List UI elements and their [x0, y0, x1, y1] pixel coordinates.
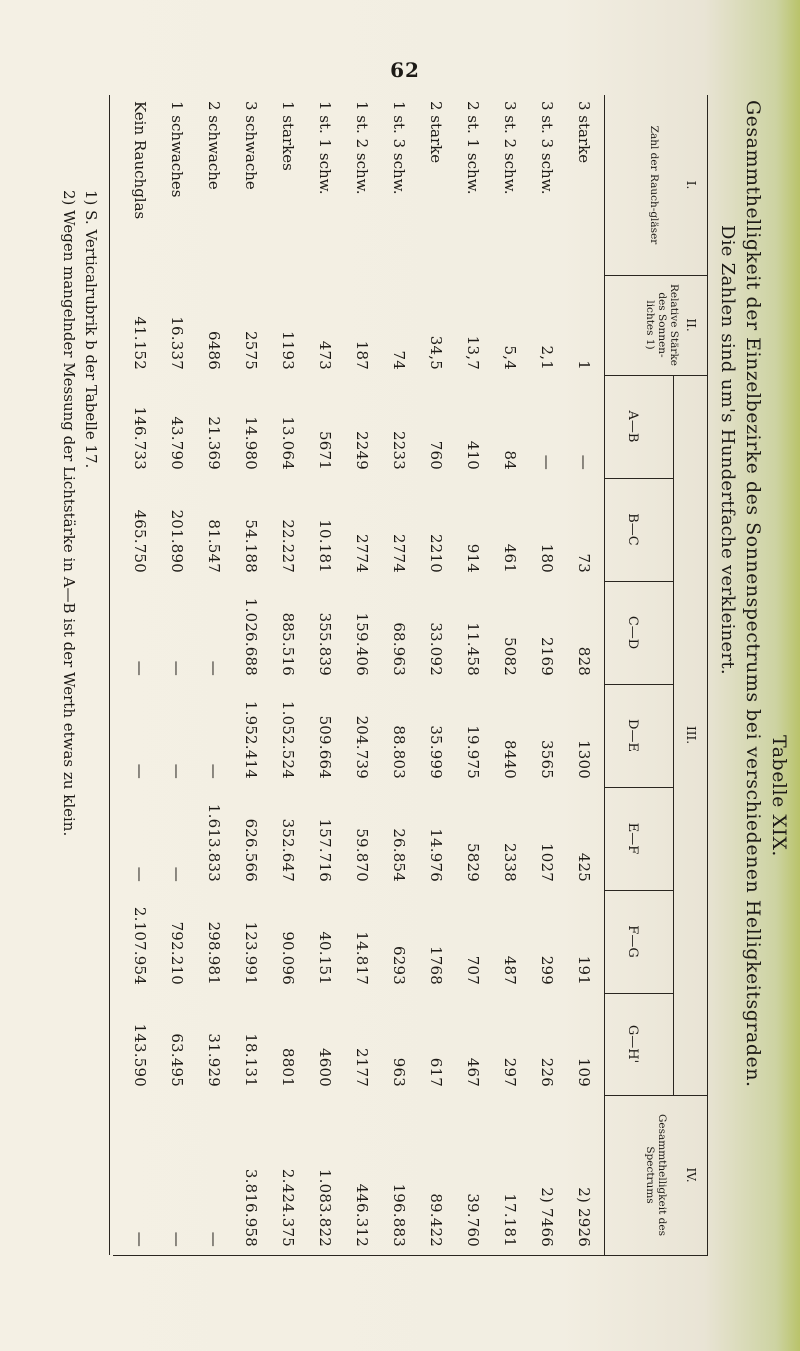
table-cell: 40.151 — [316, 931, 334, 985]
table-cell: 4600 — [316, 1048, 334, 1087]
table-cell: 5671 — [316, 431, 334, 470]
table-cell: 14.976 — [427, 828, 445, 882]
col-sep — [605, 787, 674, 788]
table-cell: 487 — [501, 955, 519, 985]
table-cell: 963 — [390, 1057, 408, 1087]
table-cell: 21.369 — [205, 416, 223, 470]
table-cell: 201.890 — [168, 509, 186, 573]
table-cell: 39.760 — [464, 1193, 482, 1247]
table-cell: — — [168, 763, 186, 779]
table-cell: 2338 — [501, 843, 519, 882]
table-cell: 410 — [464, 440, 482, 470]
group-label-2: Relative Stärke des Sonnen-lichtes 1) — [644, 283, 680, 367]
relative-strength: 74 — [390, 350, 408, 370]
table-cell: 73 — [575, 553, 593, 573]
group-label-4: Gesammthelligkeit des Spectrums — [644, 1114, 668, 1236]
table-cell: 14.817 — [353, 931, 371, 985]
table-cell: 109 — [575, 1057, 593, 1087]
table-cell: — — [168, 866, 186, 882]
table-cell: 355.839 — [316, 612, 334, 676]
table-cell: 2249 — [353, 431, 371, 470]
table-cell: 68.963 — [390, 622, 408, 676]
row-label: 1 st. 1 schw. — [316, 101, 334, 195]
table-cell: 59.870 — [353, 828, 371, 882]
table-cell: 2210 — [427, 534, 445, 573]
table-cell: 143.590 — [131, 1023, 149, 1087]
table-cell: 22.227 — [279, 519, 297, 573]
table-cell: 1300 — [575, 740, 593, 779]
col-sep — [605, 581, 674, 582]
table-cell: 84 — [501, 450, 519, 470]
table-cell: 914 — [464, 543, 482, 573]
group-roman-1: I. — [684, 180, 698, 190]
relative-strength: 34,5 — [427, 335, 445, 370]
table-cell: 88.803 — [390, 725, 408, 779]
table-cell: 33.092 — [427, 622, 445, 676]
relative-strength: 16.337 — [168, 316, 186, 370]
col-header-ef: E—F — [625, 822, 640, 855]
col-sep — [605, 275, 708, 276]
table-cell: 2169 — [538, 637, 556, 676]
table-cell: 8440 — [501, 740, 519, 779]
table-cell: 81.547 — [205, 519, 223, 573]
col-header-de: D—E — [625, 719, 640, 752]
table-cell: 157.716 — [316, 818, 334, 882]
table-cell: 1.083.822 — [316, 1168, 334, 1247]
table-cell: 35.999 — [427, 725, 445, 779]
table-cell: 90.096 — [279, 931, 297, 985]
relative-strength: 5,4 — [501, 345, 519, 370]
row-label: 3 starke — [575, 101, 593, 164]
table-cell: 13.064 — [279, 416, 297, 470]
table-cell: 885.516 — [279, 612, 297, 676]
row-label: 1 st. 3 schw. — [390, 101, 408, 195]
table-cell: — — [131, 866, 149, 882]
group-roman-4: IV. — [684, 1167, 698, 1183]
table-cell: 1.052.524 — [279, 700, 297, 779]
group-roman-2: II. — [684, 318, 698, 332]
table-cell: — — [131, 660, 149, 676]
header-bottom-rule — [604, 95, 605, 1255]
row-label: 2 starke — [427, 101, 445, 164]
relative-strength: 187 — [353, 340, 371, 370]
table-cell: 18.131 — [242, 1033, 260, 1087]
table-cell: 2774 — [353, 534, 371, 573]
table-cell: 425 — [575, 852, 593, 882]
table-cell: 6293 — [390, 946, 408, 985]
relative-strength: 1 — [575, 360, 593, 370]
table-cell: 1027 — [538, 843, 556, 882]
footnote-2: 2) Wegen mangelnder Messung der Lichtstärke in A—B ist der Werth etwas zu klein. — [60, 190, 78, 837]
table-cell: 1.613.833 — [205, 803, 223, 882]
relative-strength: 1193 — [279, 331, 297, 370]
col-header-cd: C—D — [625, 615, 640, 650]
table-cell: 461 — [501, 543, 519, 573]
table-cell: 465.750 — [131, 509, 149, 573]
row-label: 1 st. 2 schw. — [353, 101, 371, 195]
table-cell: — — [575, 454, 593, 470]
row-label: 1 schwaches — [168, 101, 186, 198]
row-label: 3 st. 3 schw. — [538, 101, 556, 195]
row-label: 2 st. 1 schw. — [464, 101, 482, 195]
table-cell: 352.647 — [279, 818, 297, 882]
table-cell: 146.733 — [131, 406, 149, 470]
table-cell: 43.790 — [168, 416, 186, 470]
table-cell: 63.495 — [168, 1033, 186, 1087]
table-cell: 3.816.958 — [242, 1168, 260, 1247]
table-cell: 5829 — [464, 843, 482, 882]
table-cell: 446.312 — [353, 1183, 371, 1247]
col-header-fg: F—G — [625, 925, 640, 958]
table-cell: 3565 — [538, 740, 556, 779]
table-bottom-rule — [109, 95, 110, 1255]
table-cell: 180 — [538, 543, 556, 573]
table-cell: 2774 — [390, 534, 408, 573]
table-cell: 1.952.414 — [242, 700, 260, 779]
table-cell: 19.975 — [464, 725, 482, 779]
table-cell: 17.181 — [501, 1193, 519, 1247]
col-sep — [605, 375, 708, 376]
table-caption: Gesammthelligkeit der Einzelbezirke des Sonnenspectrums bei verschiedenen Helligkeitsgraden. — [742, 100, 764, 1088]
col-sep — [605, 684, 674, 685]
table-right-edge — [113, 1255, 708, 1256]
table-cell: 191 — [575, 955, 593, 985]
table-cell: 14.980 — [242, 416, 260, 470]
table-cell: 467 — [464, 1057, 482, 1087]
table-cell: 159.406 — [353, 612, 371, 676]
table-cell: 2233 — [390, 431, 408, 470]
table-cell: 11.458 — [464, 622, 482, 676]
table-cell: — — [168, 660, 186, 676]
table-cell: 626.566 — [242, 818, 260, 882]
col-sep — [605, 478, 674, 479]
col-sep — [605, 993, 674, 994]
relative-strength: 2,1 — [538, 345, 556, 370]
table-cell: 10.181 — [316, 519, 334, 573]
col-header-bc: B—C — [625, 513, 640, 546]
page-number: 62 — [390, 58, 420, 82]
row-label: Kein Rauchglas — [131, 101, 149, 220]
table-cell: — — [205, 763, 223, 779]
footnote-1: 1) S. Verticalrubrik b der Tabelle 17. — [82, 190, 100, 469]
table-cell: 2.107.954 — [131, 906, 149, 985]
table-cell: 54.188 — [242, 519, 260, 573]
table-cell: 196.883 — [390, 1183, 408, 1247]
table-cell: 89.422 — [427, 1193, 445, 1247]
table-cell: 123.991 — [242, 921, 260, 985]
table-cell: 26.854 — [390, 828, 408, 882]
row-label: 1 starkes — [279, 101, 297, 171]
table-cell: 760 — [427, 440, 445, 470]
table-title: Tabelle XIX. — [768, 735, 790, 857]
table-cell: 2177 — [353, 1048, 371, 1087]
group-3-rule — [673, 375, 674, 1095]
row-label: 2 schwache — [205, 101, 223, 190]
group-roman-3: III. — [684, 725, 698, 745]
col-header-gh: G—H' — [625, 1024, 640, 1064]
row-label: 3 schwache — [242, 101, 260, 190]
relative-strength: 41.152 — [131, 316, 149, 370]
table-cell: 828 — [575, 646, 593, 676]
col-sep — [605, 1095, 708, 1096]
table-cell: 2.424.375 — [279, 1168, 297, 1247]
table-cell: — — [131, 763, 149, 779]
table-cell: 792.210 — [168, 921, 186, 985]
table-cell: 707 — [464, 955, 482, 985]
table-cell: 204.739 — [353, 715, 371, 779]
col-header-ab: A—B — [625, 410, 640, 443]
table-cell: 509.664 — [316, 715, 334, 779]
table-cell: — — [538, 454, 556, 470]
table-cell: — — [205, 1231, 223, 1247]
relative-strength: 2575 — [242, 331, 260, 370]
header-top-rule — [707, 95, 708, 1255]
table-cell: 226 — [538, 1057, 556, 1087]
col-sep — [605, 890, 674, 891]
table-cell: 299 — [538, 955, 556, 985]
relative-strength: 6486 — [205, 331, 223, 370]
table-cell: 617 — [427, 1057, 445, 1087]
table-cell: 297 — [501, 1057, 519, 1087]
table-cell: — — [205, 660, 223, 676]
table-subtitle: Die Zahlen sind um's Hundertfache verkleinert. — [717, 225, 738, 675]
relative-strength: 13,7 — [464, 335, 482, 370]
group-label-1: Zahl der Rauch-gläser — [648, 125, 660, 245]
table-cell: — — [131, 1231, 149, 1247]
table-cell: 298.981 — [205, 921, 223, 985]
table-cell: 2) 7466 — [538, 1187, 556, 1247]
table-cell: 31.929 — [205, 1033, 223, 1087]
table-cell: 5082 — [501, 637, 519, 676]
row-label: 3 st. 2 schw. — [501, 101, 519, 195]
table-cell: — — [168, 1231, 186, 1247]
table-cell: 8801 — [279, 1048, 297, 1087]
table-cell: 1.026.688 — [242, 597, 260, 676]
rotated-table — [10, 95, 790, 1351]
table-cell: 1768 — [427, 946, 445, 985]
relative-strength: 473 — [316, 340, 334, 370]
table-cell: 2) 2926 — [575, 1187, 593, 1247]
